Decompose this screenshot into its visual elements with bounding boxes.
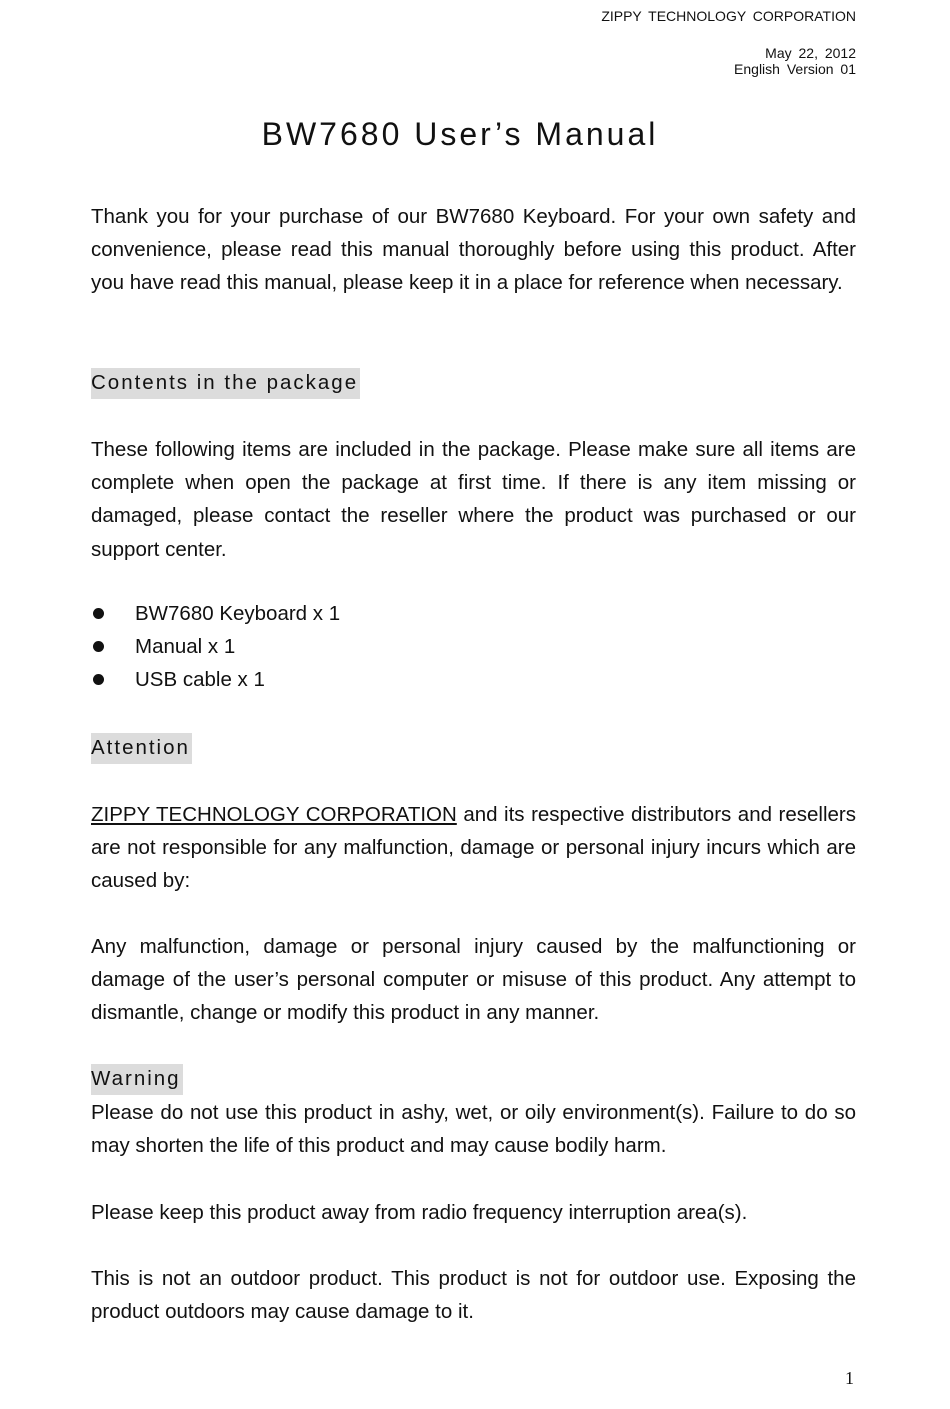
warning-paragraph-3: This is not an outdoor product. This product is not for outdoor use. Exposing the product outdoors may cause damage to it. bbox=[91, 1267, 856, 1324]
contents-paragraph: These following items are included in the package. Please make sure all items are complete when open the package at first time. If there is any item missing or damaged, please contact the reseller where the product was purchased or our support center. bbox=[91, 438, 856, 561]
header-version: English Version 01 bbox=[734, 61, 856, 77]
list-item-text: BW7680 Keyboard x 1 bbox=[135, 602, 341, 625]
attention-heading: Attention bbox=[91, 733, 192, 764]
warning-paragraph-2: Please keep this product away from radio frequency interruption area(s). bbox=[91, 1201, 748, 1224]
header-company: ZIPPY TECHNOLOGY CORPORATION bbox=[601, 8, 856, 24]
bullet-icon bbox=[93, 608, 104, 619]
bullet-icon bbox=[93, 641, 104, 652]
attention-paragraph-1 bbox=[91, 798, 856, 898]
attention-text-rest: and its respective distributors and resellers are not responsible for any malfunction, damage or personal injury incurs which are caused by: bbox=[91, 803, 856, 893]
company-link[interactable]: ZIPPY TECHNOLOGY CORPORATION bbox=[91, 803, 457, 826]
header-date-block bbox=[734, 45, 856, 77]
list-item-text: USB cable x 1 bbox=[135, 668, 265, 691]
attention-paragraph-2: Any malfunction, damage or personal injury caused by the malfunctioning or damage of the user’s personal computer or misuse of this product. Any attempt to dismantle, change or modify this product in any manner. bbox=[91, 935, 856, 1025]
contents-heading: Contents in the package bbox=[91, 368, 360, 399]
warning-heading: Warning bbox=[91, 1064, 183, 1095]
page-number: 1 bbox=[845, 1368, 854, 1388]
page-title: BW7680 User’s Manual bbox=[261, 116, 659, 152]
header-date: May 22, 2012 bbox=[765, 45, 856, 61]
list-item-text: Manual x 1 bbox=[135, 635, 236, 658]
intro-paragraph: Thank you for your purchase of our BW7680 Keyboard. For your own safety and convenience, please read this manual thoroughly before using this product. After you have read this manual, please keep it in a place for reference when necessary. bbox=[91, 205, 856, 295]
warning-paragraph-1: Please do not use this product in ashy, wet, or oily environment(s). Failure to do so may shorten the life of this product and may cause bodily harm. bbox=[91, 1101, 856, 1158]
bullet-icon bbox=[93, 674, 104, 685]
